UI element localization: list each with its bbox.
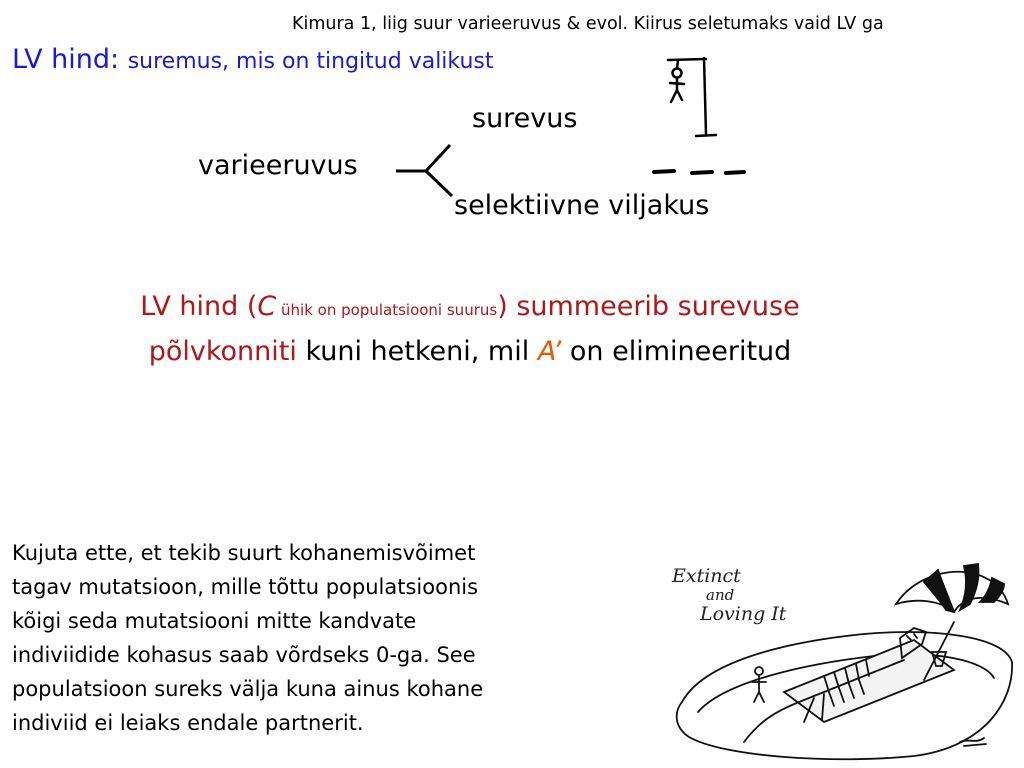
statement-var-c: C	[257, 291, 277, 322]
statement-part: põlvkonniti	[148, 336, 297, 367]
statement-text	[30, 286, 910, 372]
paragraph-line: populatsioon sureks välja kuna ainus kohane	[12, 677, 484, 701]
slide-title	[12, 44, 494, 75]
paragraph-line: indiviid ei leiaks endale partnerit.	[12, 711, 364, 735]
statement-part: summeerib surevuse	[507, 291, 800, 322]
statement-part: LV hind (	[140, 291, 258, 322]
statement-allele: A’	[537, 336, 562, 367]
cartoon-caption-line2: and	[706, 586, 735, 604]
paragraph-line: Kujuta ette, et tekib suurt kohanemisvõimet	[12, 541, 476, 565]
paragraph-line: tagav mutatsioon, mille tõttu populatsioonis	[12, 575, 479, 599]
diagram-branch-bottom-label: selektiivne viljakus	[454, 190, 710, 221]
title-main: LV hind:	[12, 44, 120, 75]
statement-unit-note: ühik on populatsiooni suurus	[276, 301, 498, 319]
fork-connector	[390, 140, 460, 200]
cartoon-caption-line1: Extinct	[672, 565, 741, 587]
extinct-cartoon	[664, 552, 1014, 762]
statement-part: on elimineeritud	[561, 336, 792, 367]
diagram-root-label: varieeruvus	[198, 150, 358, 181]
statement-part: )	[497, 291, 508, 322]
statement-part: kuni hetkeni, mil	[296, 336, 538, 367]
explanation-paragraph	[12, 536, 622, 740]
cartoon-caption-line3: Loving It	[700, 603, 787, 625]
header-note: Kimura 1, liig suur varieeruvus & evol. Kiirus seletumaks vaid LV ga	[292, 14, 884, 34]
diagram-branch-top-label: surevus	[472, 103, 578, 134]
hangman-drawing	[640, 52, 760, 182]
title-subtitle: suremus, mis on tingitud valikust	[127, 49, 494, 74]
paragraph-line: indiviidide kohasus saab võrdseks 0-ga. See	[12, 643, 476, 667]
paragraph-line: kõigi seda mutatsiooni mitte kandvate	[12, 609, 417, 633]
